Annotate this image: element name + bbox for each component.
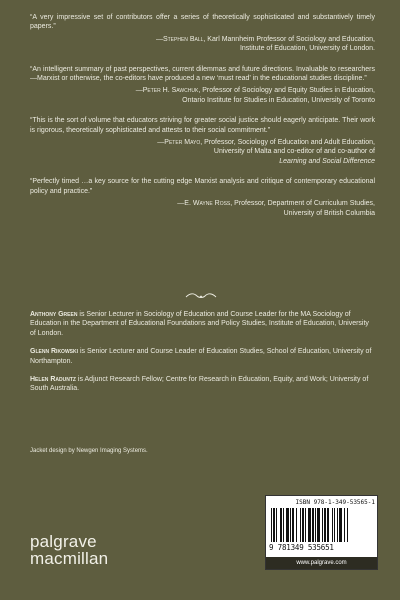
isbn-digits: 9 781349 535651	[269, 543, 334, 552]
reviewer-affiliation: University of Malta and co-editor of and co-author of	[213, 148, 375, 156]
reviewer-title: , Professor of Sociology and Equity Studies in Education,	[198, 87, 375, 95]
publisher-name-line2: macmillan	[30, 549, 109, 568]
editor-bios	[30, 310, 375, 403]
blurb	[30, 13, 375, 54]
blurb-quote: “Perfectly timed …a key source for the cutting edge Marxist analysis and critique of contemporary educational policy and practice.”	[30, 178, 375, 195]
reviewer-name: —Peter H. Sawchuk	[135, 87, 199, 95]
editor-bio	[30, 310, 375, 338]
publisher-url: www.palgrave.com	[266, 557, 377, 569]
blurb-attribution	[30, 138, 375, 166]
blurb-attribution	[30, 86, 375, 105]
blurb-quote: “An intelligent summary of past perspectives, current dilemmas and future directions. Invaluable to researchers—Marxist or otherwise, the co-editors have produced a new ‘must read’ in the educational studies discipline.”	[30, 65, 375, 83]
reviewer-title: , Professor, Sociology of Education and Adult Education,	[200, 139, 375, 147]
editor-name: Helen Raduntz	[30, 376, 76, 384]
book-title: Learning and Social Difference	[279, 157, 375, 165]
barcode-panel	[265, 495, 378, 570]
blurb-quote: “A very impressive set of contributors offer a series of theoretically sophisticated and substantively timely papers.”	[30, 14, 375, 31]
ornament-divider	[185, 292, 217, 300]
blurb	[30, 65, 375, 106]
jacket-credit: Jacket design by Newgen Imaging Systems.	[30, 448, 148, 454]
reviewer-name: —Peter Mayo	[157, 139, 201, 147]
editor-name: Anthony Green	[30, 311, 78, 318]
blurb-attribution	[30, 35, 375, 54]
barcode-icon	[271, 508, 374, 542]
publisher-logo	[30, 533, 108, 567]
blurb	[30, 177, 375, 218]
isbn-label: ISBN 978-1-349-53565-1	[295, 499, 375, 506]
reviewer-affiliation: Ontario Institute for Studies in Education, University of Toronto	[182, 96, 375, 104]
editor-description: is Senior Lecturer and Course Leader of Education Studies, School of Education, University of Northampton.	[30, 348, 372, 365]
editor-description: is Senior Lecturer in Sociology of Education and Course Leader for the MA Sociology of Education in the Department of Educational Foundations and Policy Studies, Institute of Education, University of London.	[30, 311, 369, 337]
blurb-attribution	[30, 199, 375, 218]
editor-name: Glenn Rikowski	[30, 348, 78, 356]
reviewer-name: —E. Wayne Ross	[177, 200, 231, 208]
reviewer-title: , Karl Mannheim Professor of Sociology and Education,	[203, 35, 375, 43]
reviewer-affiliation: Institute of Education, University of London.	[239, 45, 375, 53]
review-blurbs	[30, 13, 375, 229]
reviewer-affiliation: University of British Columbia	[283, 209, 375, 217]
editor-bio	[30, 375, 375, 394]
reviewer-name: —Stephen Ball	[155, 35, 204, 43]
reviewer-title: , Professor, Department of Curriculum Studies,	[230, 200, 375, 208]
blurb	[30, 116, 375, 166]
editor-description: is Adjunct Research Fellow; Centre for Research in Education, Equity, and Work; University of South Australia.	[30, 376, 369, 393]
blurb-quote: “This is the sort of volume that educators striving for greater social justice should eagerly anticipate. Their work is rigorous, theoretically sophisticated and attests to their social commitment.”	[30, 117, 375, 134]
editor-bio	[30, 347, 375, 366]
publisher-name-line1: palgrave	[30, 532, 97, 551]
